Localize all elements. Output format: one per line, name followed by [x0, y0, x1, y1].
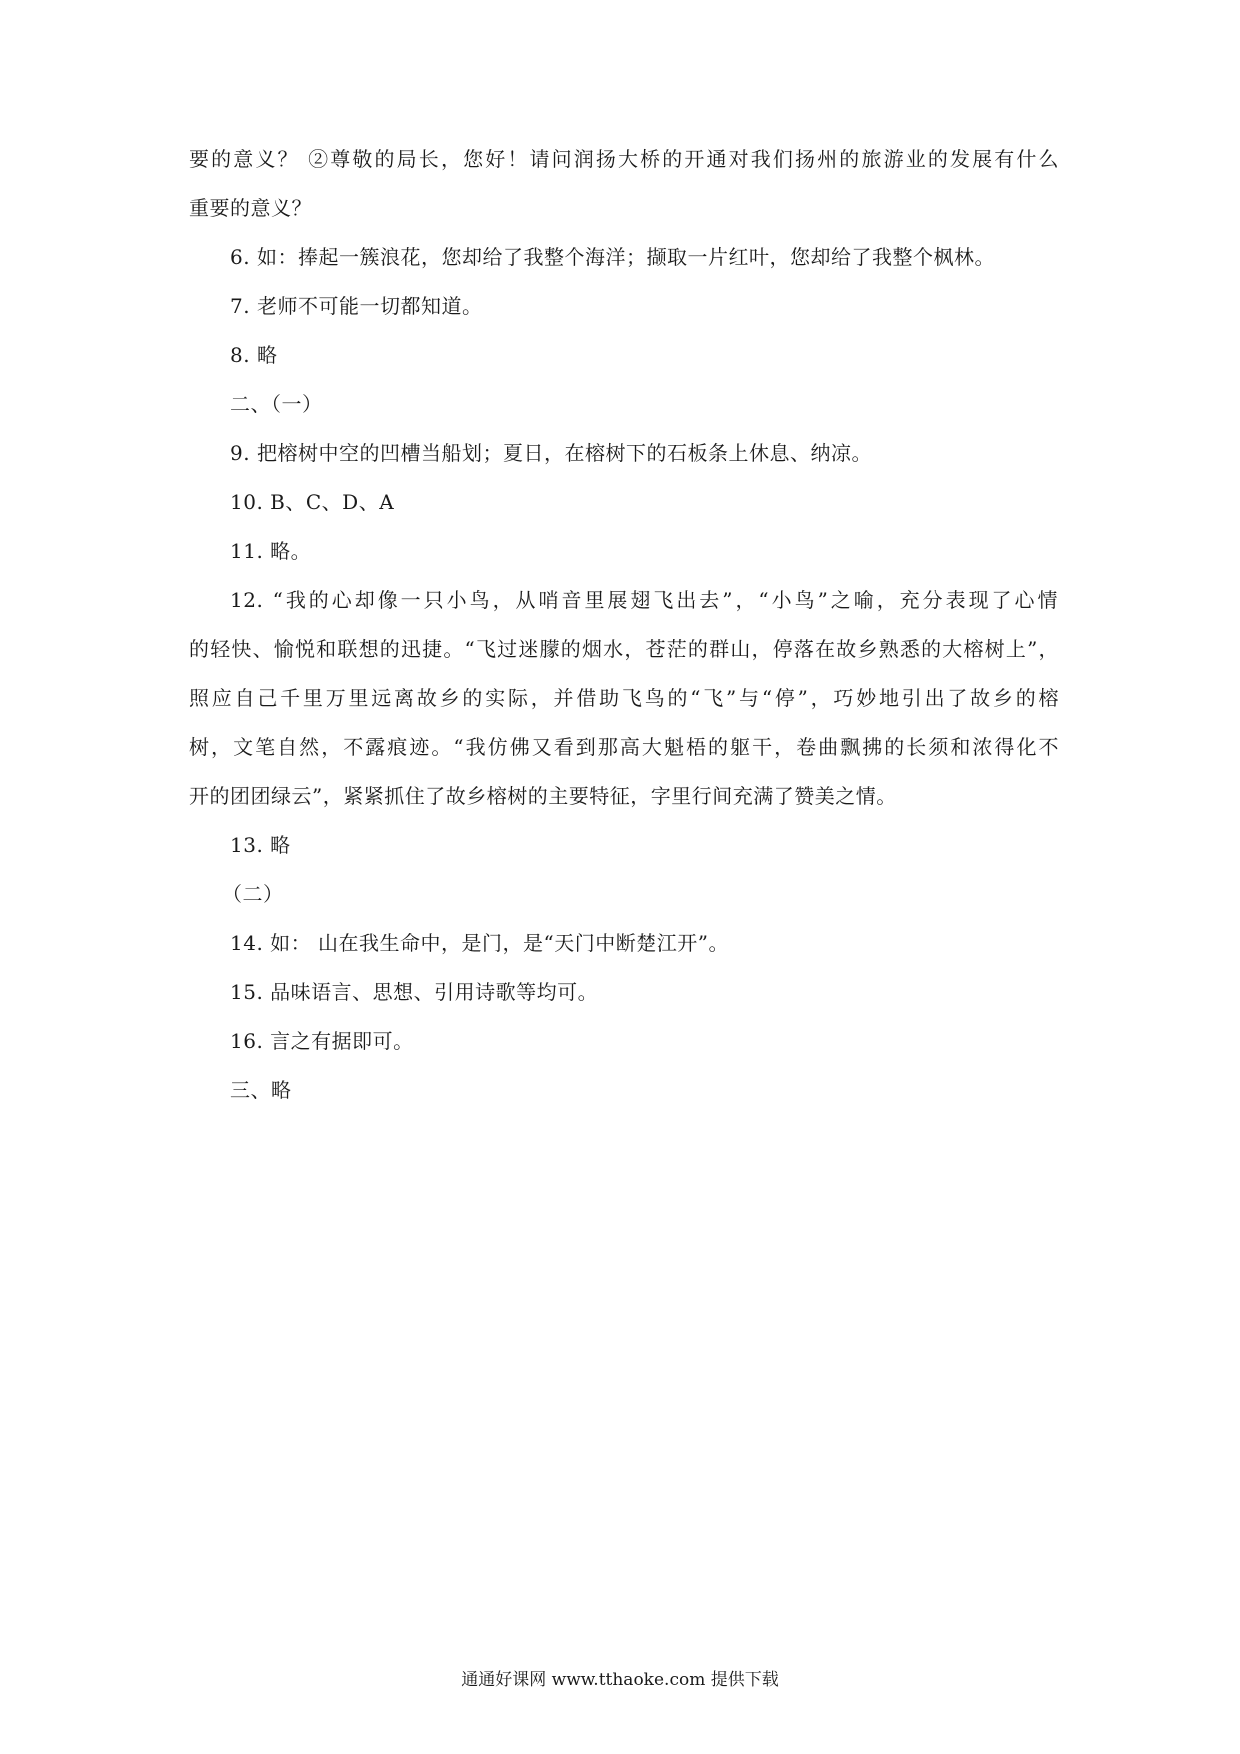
text-line-2: 重要的意义？	[189, 196, 312, 220]
answer-6: 6. 如：捧起一簇浪花，您却给了我整个海洋；撷取一片红叶，您却给了我整个枫林。	[230, 245, 995, 269]
answer-11: 11. 略。	[230, 539, 312, 563]
answer-7: 7. 老师不可能一切都知道。	[230, 294, 483, 318]
answer-8: 8. 略	[230, 343, 278, 367]
answer-14: 14. 如： 山在我生命中，是门，是“天门中断楚江开”。	[230, 931, 729, 955]
answer-10: 10. B、C、D、A	[230, 490, 395, 514]
answer-9: 9. 把榕树中空的凹槽当船划；夏日，在榕树下的石板条上休息、纳凉。	[230, 441, 872, 465]
section-heading-2-1: 二、（一）	[230, 392, 323, 416]
answer-16: 16. 言之有据即可。	[230, 1029, 414, 1053]
page-footer: 通通好课网 www.tthaoke.com 提供下载	[461, 1670, 779, 1690]
section-heading-2-2: （二）	[222, 882, 284, 906]
text-line-1: 要的意义？ ②尊敬的局长，您好！请问润扬大桥的开通对我们扬州的旅游业的发展有什么	[189, 147, 1059, 171]
answer-12-line-1: 12. “我的心却像一只小鸟，从哨音里展翅飞出去”，“小鸟”之喻，充分表现了心情	[230, 588, 1058, 612]
section-heading-3: 三、略	[230, 1078, 292, 1102]
answer-12-line-3: 照应自己千里万里远离故乡的实际，并借助飞鸟的“飞”与“停”，巧妙地引出了故乡的榕	[189, 686, 1059, 710]
answer-13: 13. 略	[230, 833, 291, 857]
answer-12-line-4: 树，文笔自然，不露痕迹。“我仿佛又看到那高大魁梧的躯干，卷曲飘拂的长须和浓得化不	[189, 735, 1059, 759]
answer-12-line-2: 的轻快、愉悦和联想的迅捷。“飞过迷朦的烟水，苍茫的群山，停落在故乡熟悉的大榕树上”，	[189, 637, 1059, 661]
answer-15: 15. 品味语言、思想、引用诗歌等均可。	[230, 980, 599, 1004]
answer-12-line-5: 开的团团绿云”，紧紧抓住了故乡榕树的主要特征，字里行间充满了赞美之情。	[189, 784, 897, 808]
